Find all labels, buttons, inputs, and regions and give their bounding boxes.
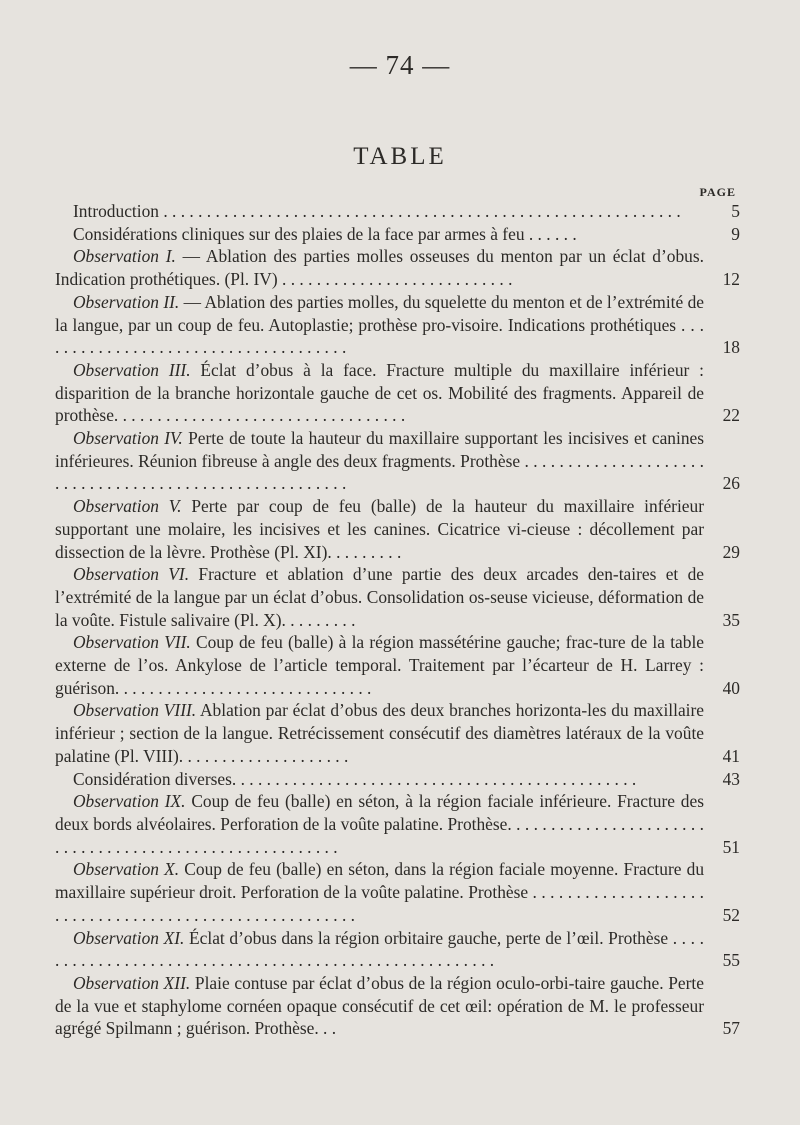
table-of-contents bbox=[55, 200, 740, 1040]
toc-entry-text: Coup de feu (balle) en séton, à la région faciale inférieure. Fracture des deux bords alvéolaires. Perforation de la voûte palatine. Prothèse. . . . . . . . . . . . . . . . . . . . . . . . . . . . . . . . . . . . . . . . . . . . . . . . . . . . . . . . bbox=[55, 791, 704, 857]
toc-entry bbox=[55, 223, 740, 246]
toc-entry-page: 22 bbox=[722, 405, 740, 426]
toc-entry-page: 55 bbox=[722, 950, 740, 971]
toc-entry-text: Éclat d’obus dans la région orbitaire gauche, perte de l’œil. Prothèse . . . . . . . . . . . . . . . . . . . . . . . . . . . . . . . . . . . . . . . . . . . . . . . . . . . . . . . bbox=[55, 927, 705, 971]
toc-entry bbox=[55, 858, 740, 926]
toc-entry-label: Observation IV. bbox=[73, 428, 183, 449]
toc-entry-text: Considérations cliniques sur des plaies de la face par armes à feu . . . . . . bbox=[73, 223, 577, 244]
toc-entry-label: Observation VII. bbox=[73, 632, 191, 653]
toc-entry-label: Observation XI. bbox=[73, 927, 185, 948]
toc-entry-page: 29 bbox=[722, 541, 740, 562]
toc-entry-label: Observation XII. bbox=[73, 972, 191, 993]
toc-entry-label: Observation I. bbox=[73, 246, 176, 267]
toc-entry-label: Observation V. bbox=[73, 496, 182, 517]
page-column-header: PAGE bbox=[699, 185, 736, 199]
toc-entry-text: — Ablation des parties molles, du squelette du menton et de l’extrémité de la langue, par un coup de feu. Autoplastie; prothèse pro-visoire. Indications prothétiques . . . . . . . . . . . . . . . . . . . . . . . . . . . . . . . . . . . . . bbox=[55, 291, 704, 358]
toc-entry-page: 26 bbox=[722, 473, 740, 494]
toc-entry-text: Perte par coup de feu (balle) de la hauteur du maxillaire inférieur supportant une molaire, les incisives et les canines. Cicatrice vi-cieuse : décollement par dissection de la lèvre. Prothèse (Pl. XI). . . . . . . . . bbox=[55, 496, 704, 562]
toc-entry-label: Observation VIII. bbox=[73, 700, 197, 721]
toc-entry bbox=[55, 359, 740, 427]
toc-entry bbox=[55, 768, 740, 791]
toc-entry-page: 9 bbox=[731, 223, 740, 244]
toc-entry-text: Perte de toute la hauteur du maxillaire supportant les incisives et canines inférieures. Réunion fibreuse à angle des deux fragments. Prothèse . . . . . . . . . . . . . . . . . . . . . . . . . . . . . . . . . . . . . . . . . . . . . . . . . . . . . . . bbox=[55, 428, 704, 494]
toc-entry-label: Observation IX. bbox=[73, 791, 186, 812]
toc-entry-page: 43 bbox=[722, 768, 740, 789]
toc-entry-text: Considération diverses. . . . . . . . . . . . . . . . . . . . . . . . . . . . . . . . . . . . . . . . . . . . . . . bbox=[73, 768, 637, 789]
toc-entry-page: 18 bbox=[722, 337, 740, 358]
toc-entry-text: — Ablation des parties molles osseuses du menton par un éclat d’obus. Indication prothétiques. (Pl. IV) . . . . . . . . . . . . . . . . . . . . . . . . . . . bbox=[55, 246, 704, 290]
toc-entry-label: Observation II. bbox=[73, 291, 180, 312]
toc-entry-text: Éclat d’obus à la face. Fracture multiple du maxillaire inférieur : disparition de la branche horizontale gauche de cet os. Mobilité des fragments. Appareil de prothèse. . . . . . . . . . . . . . . . . . . . . . . . . . . . . . . . . . bbox=[55, 359, 704, 426]
toc-entry-label: Observation X. bbox=[73, 859, 180, 880]
toc-entry-text: Ablation par éclat d’obus des deux branches horizonta-les du maxillaire inférieur ; section de la langue. Retrécissement consécutif des diamètres latéraux de la voûte palatine (Pl. VIII). . . . . . . . . . . . . . . . . . . . bbox=[55, 700, 704, 766]
toc-entry-text: Fracture et ablation d’une partie des deux arcades den-taires et de l’extrémité de la langue par un éclat d’obus. Consolidation os-seuse vicieuse, déformation de la voûte. Fistule salivaire (Pl. X). . . . . . . . . bbox=[55, 564, 705, 630]
toc-entry-text: Coup de feu (balle) en séton, dans la région faciale moyenne. Fracture du maxillaire supérieur droit. Perforation de la voûte palatine. Prothèse . . . . . . . . . . . . . . . . . . . . . . . . . . . . . . . . . . . . . . . . . . . . . . . . . . . . . . . bbox=[55, 859, 705, 925]
page-number: — 74 — bbox=[349, 50, 451, 80]
page-title: TABLE bbox=[353, 143, 447, 170]
toc-entry-page: 41 bbox=[722, 745, 740, 766]
toc-entry bbox=[55, 927, 740, 972]
toc-entry bbox=[55, 972, 740, 1040]
toc-entry bbox=[55, 699, 740, 767]
toc-entry-page: 5 bbox=[731, 201, 740, 221]
toc-entry bbox=[55, 495, 740, 563]
toc-entry bbox=[55, 245, 740, 290]
toc-entry bbox=[55, 563, 740, 631]
toc-entry-text: Plaie contuse par éclat d’obus de la région oculo-orbi-taire gauche. Perte de la vue et staphylome cornéen opaque consécutif de cet œil: opération de M. le professeur agrégé Spilmann ; guérison. Prothèse. . . bbox=[55, 972, 704, 1039]
toc-entry bbox=[55, 291, 740, 359]
toc-entry-text: Coup de feu (balle) à la région massétérine gauche; frac-ture de la table externe de l’os. Ankylose de l’article temporal. Traitement par l’écarteur de H. Larrey : guérison. . . . . . . . . . . . . . . . . . . . . . . . . . . . . . bbox=[55, 632, 705, 698]
toc-entry-page: 40 bbox=[722, 677, 740, 698]
toc-entry-page: 12 bbox=[722, 269, 740, 290]
toc-entry bbox=[55, 631, 740, 699]
toc-entry-label: Observation VI. bbox=[73, 564, 190, 585]
toc-entry-label: Observation III. bbox=[73, 359, 191, 380]
toc-entry bbox=[55, 790, 740, 858]
toc-entry-page: 35 bbox=[722, 609, 740, 630]
toc-entry-page: 57 bbox=[722, 1018, 740, 1039]
toc-entry-page: 52 bbox=[722, 904, 740, 925]
toc-entry bbox=[55, 427, 740, 495]
toc-entry bbox=[55, 200, 740, 223]
toc-entry-text: Introduction . . . . . . . . . . . . . . . . . . . . . . . . . . . . . . . . . . . . . . . . . . . . . . . . . . . . . . . . . . . . bbox=[73, 201, 681, 221]
toc-entry-page: 51 bbox=[722, 836, 740, 857]
